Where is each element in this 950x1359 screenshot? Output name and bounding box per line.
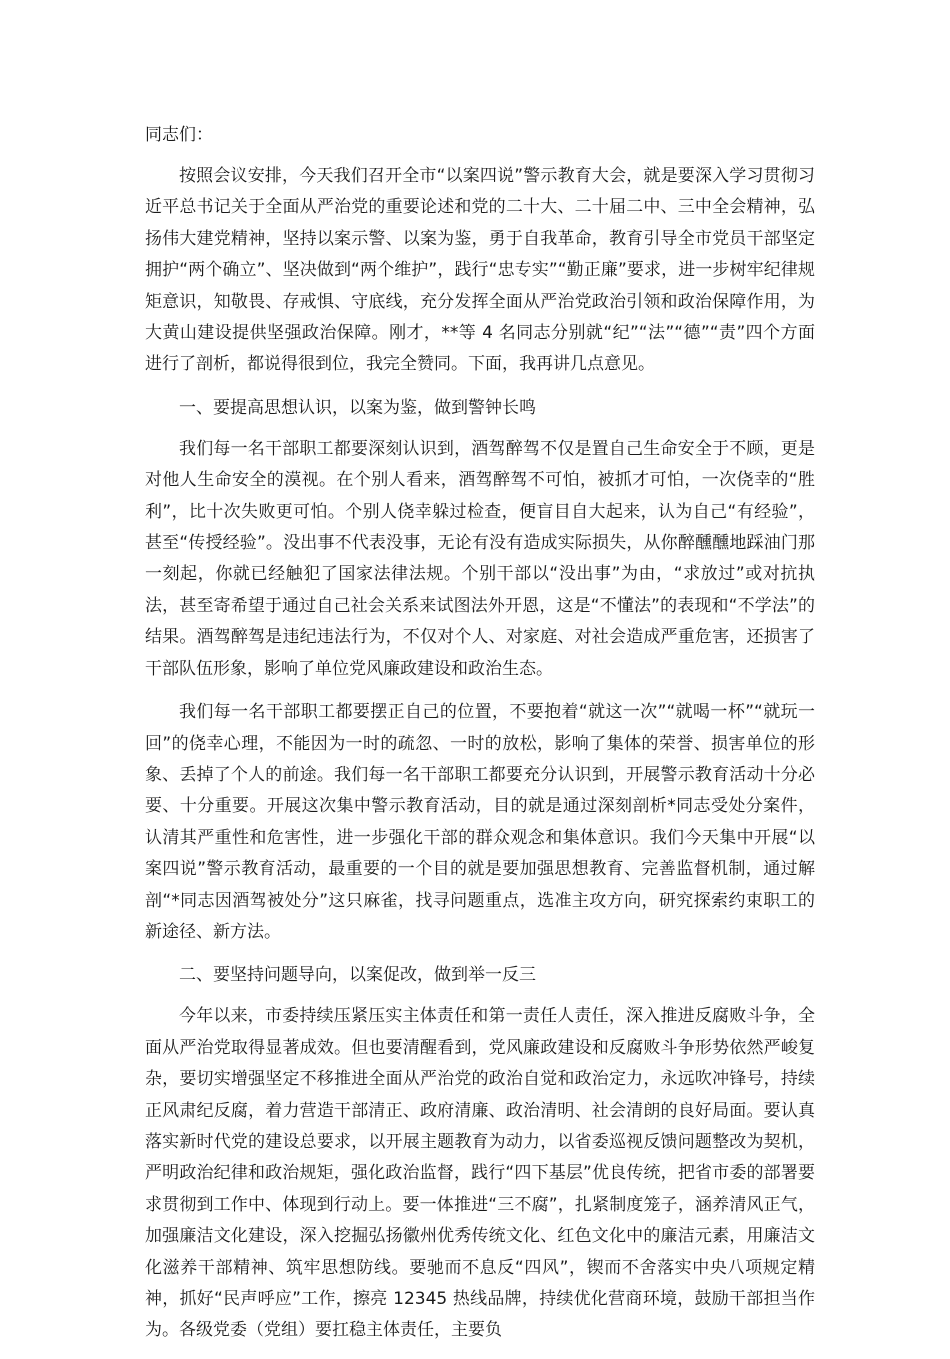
section-2-paragraph-1: 今年以来，市委持续压紧压实主体责任和第一责任人责任，深入推进反腐败斗争，全面从严治党取得显著成效。但也要清醒看到，党风廉政建设和反腐败斗争形势依然严峻复杂，要切实增强坚定不移推进全面从严治党的政治自觉和政治定力，永远吹冲锋号，持续正风肃纪反腐，着力营造干部清正、政府清廉、政治清明、社会清朗的良好局面。要认真落实新时代党的建设总要求，以开展主题教育为动力，以省委巡视反馈问题整改为契机，严明政治纪律和政治规矩，强化政治监督，践行“四下基层”优良传统，把省市委的部署要求贯彻到工作中、体现到行动上。要一体推进“三不腐”，扎紧制度笼子，涵养清风正气，加强廉洁文化建设，深入挖掘弘扬徽州优秀传统文化、红色文化中的廉洁元素，用廉洁文化滋养干部精神、筑牢思想防线。要驰而不息反“四风”，锲而不舍落实中央八项规定精神，抓好“民声呼应”工作，擦亮 12345 热线品牌，持续优化营商环境，鼓励干部担当作为。各级党委（党组）要扛稳主体责任，主要负 [145,1006,815,1341]
section-1-heading: 一、要提高思想认识，以案为鉴，做到警钟长鸣 [179,397,536,418]
intro-paragraph: 按照会议安排，今天我们召开全市“以案四说”警示教育大会，就是要深入学习贯彻习近平总书记关于全面从严治党的重要论述和党的二十大、二十届二中、三中全会精神，弘扬伟大建党精神，坚持以案示警、以案为鉴，勇于自我革命，教育引导全市党员干部坚定拥护“两个确立”、坚决做到“两个维护”，践行“忠专实”“勤正廉”要求，进一步树牢纪律规矩意识，知敬畏、存戒惧、守底线，充分发挥全面从严治党政治引领和政治保障作用，为大黄山建设提供坚强政治保障。刚才，**等 4 名同志分别就“纪”“法”“德”“责”四个方面进行了剖析，都说得很到位，我完全赞同。下面，我再讲几点意见。 [145,166,815,375]
salutation: 同志们： [145,125,213,145]
document-page [145,120,815,1359]
section-2-heading: 二、要坚持问题导向，以案促改，做到举一反三 [179,965,536,986]
section-1-paragraph-2: 我们每一名干部职工都要摆正自己的位置，不要抱着“就这一次”“就喝一杯”“就玩一回”的侥幸心理，不能因为一时的疏忽、一时的放松，影响了集体的荣誉、损害单位的形象、丢掉了个人的前途。我们每一名干部职工都要充分认识到，开展警示教育活动十分必要、十分重要。开展这次集中警示教育活动，目的就是通过深刻剖析*同志受处分案件，认清其严重性和危害性，进一步强化干部的群众观念和集体意识。我们今天集中开展“以案四说”警示教育活动，最重要的一个目的就是要加强思想教育、完善监督机制，通过解剖“*同志因酒驾被处分”这只麻雀，找寻问题重点，选准主攻方向，研究探索约束职工的新途径、新方法。 [145,702,815,942]
section-1-paragraph-1: 我们每一名干部职工都要深刻认识到，酒驾醉驾不仅是置自己生命安全于不顾，更是对他人生命安全的漠视。在个别人看来，酒驾醉驾不可怕，被抓才可怕，一次侥幸的“胜利”，比十次失败更可怕。个别人侥幸躲过检查，便盲目自大起来，认为自己“有经验”，甚至“传授经验”。没出事不代表没事，无论有没有造成实际损失，从你醉醺醺地踩油门那一刻起，你就已经触犯了国家法律法规。个别干部以“没出事”为由，“求放过”或对抗执法，甚至寄希望于通过自己社会关系来试图法外开恩，这是“不懂法”的表现和“不学法”的结果。酒驾醉驾是违纪违法行为，不仅对个人、对家庭、对社会造成严重危害，还损害了干部队伍形象，影响了单位党风廉政建设和政治生态。 [145,438,815,679]
